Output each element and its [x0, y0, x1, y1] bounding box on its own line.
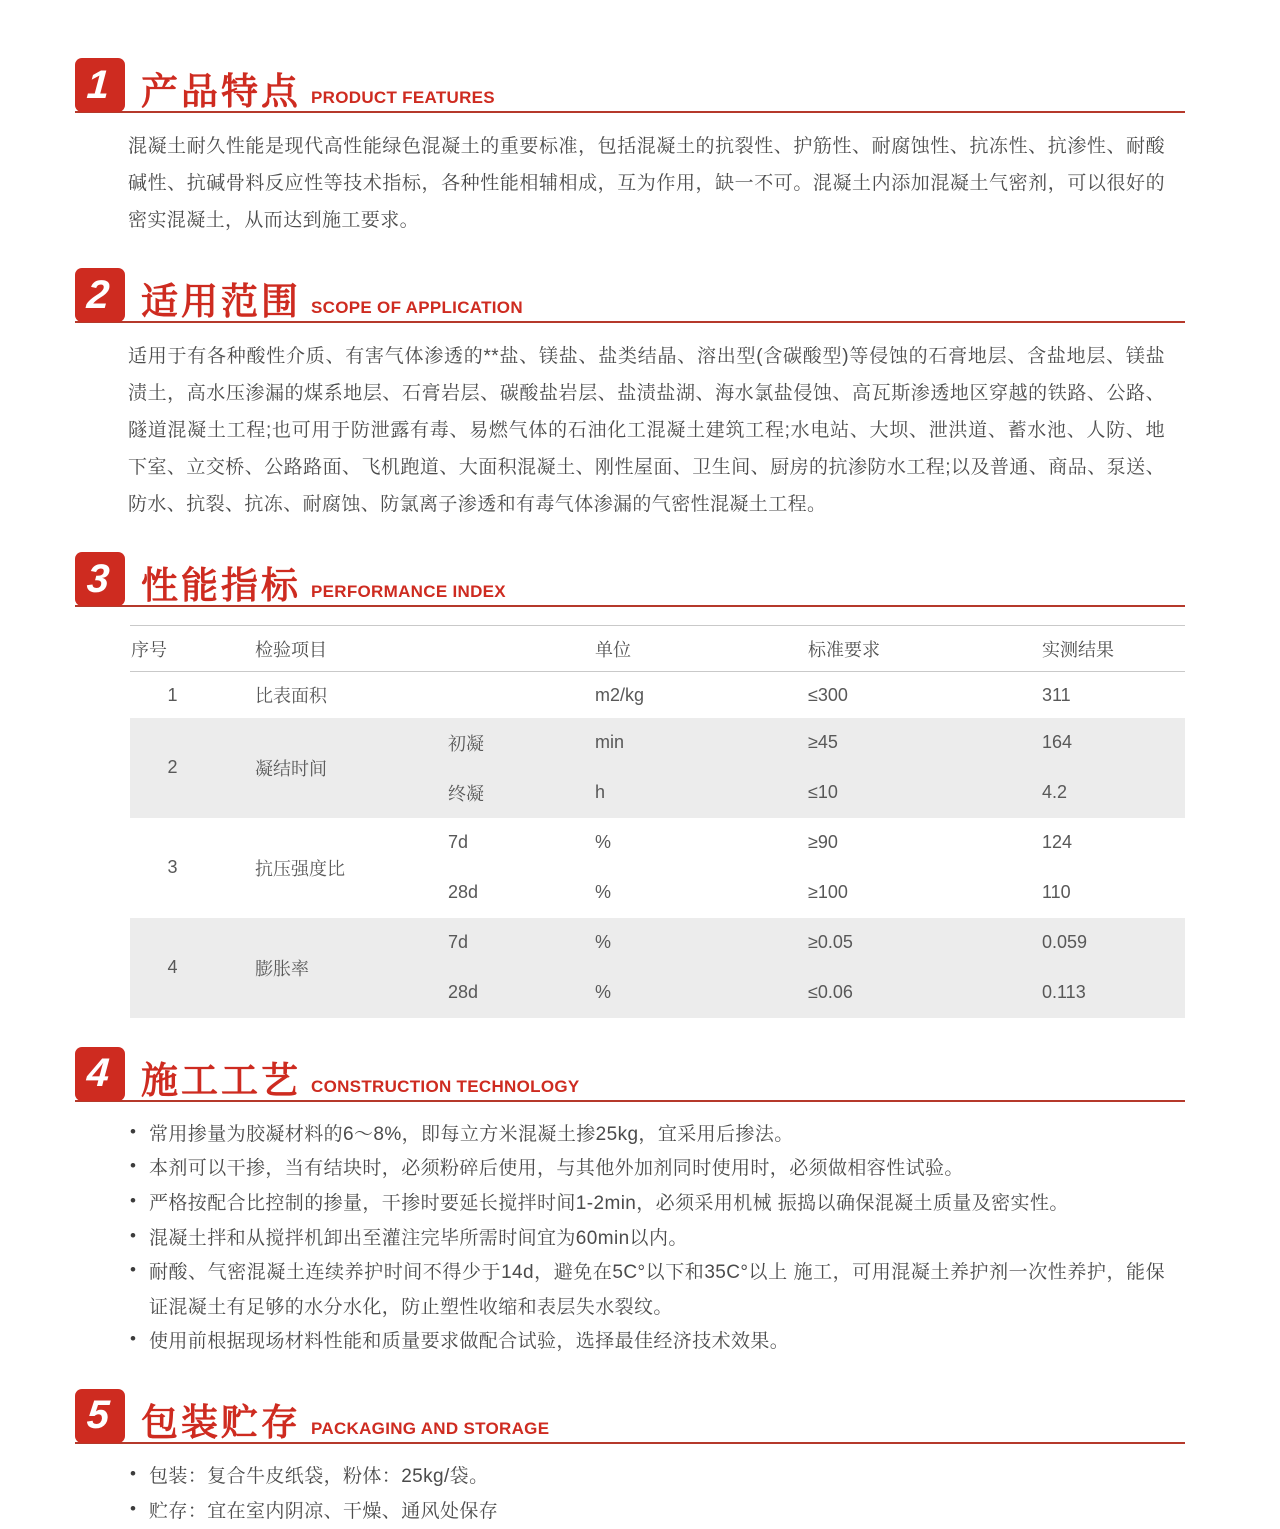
section-title-zh: 施工工艺 [141, 1062, 301, 1100]
section-number-badge [75, 268, 125, 322]
section-title-en: PACKAGING AND STORAGE [311, 1419, 549, 1442]
section-number: 2 [85, 273, 114, 318]
cell-item: 抗压强度比 [215, 818, 420, 918]
section-title-en: CONSTRUCTION TECHNOLOGY [311, 1077, 580, 1100]
section-number-badge [75, 58, 125, 112]
cell-item: 膨胀率 [215, 918, 420, 1018]
bullet-item: • 耐酸、气密混凝土连续养护时间不得少于14d，避免在5C°以下和35C°以上 施工，可用混凝土养护剂一次性养护，能保证混凝土有足够的水分水化，防止塑性收缩和表层失水裂纹。 [128, 1256, 1165, 1325]
cell-standard: ≥100 [760, 868, 990, 918]
cell-standard: ≥90 [760, 818, 990, 868]
col-header-result: 实测结果 [990, 626, 1185, 672]
cell-standard: ≤300 [760, 672, 990, 718]
section-header-product-features [75, 55, 1185, 113]
section-number-badge [75, 1389, 125, 1443]
section-construction-technology [75, 1044, 1185, 1360]
cell-unit: h [560, 768, 760, 818]
cell-standard: ≥0.05 [760, 918, 990, 968]
table-row [130, 672, 1185, 718]
cell-subitem [420, 672, 560, 718]
cell-standard: ≤10 [760, 768, 990, 818]
cell-subitem: 终凝 [420, 768, 560, 818]
section-number-badge [75, 552, 125, 606]
cell-serial: 2 [130, 718, 215, 818]
section-title-zh: 产品特点 [141, 73, 301, 111]
performance-table-body [130, 672, 1185, 1018]
bullet-item: • 本剂可以干掺，当有结块时，必须粉碎后使用，与其他外加剂同时使用时，必须做相容性试验。 [128, 1152, 1165, 1187]
cell-result: 4.2 [990, 768, 1185, 818]
packaging-bullet-list [128, 1460, 1165, 1529]
section-product-features [75, 55, 1185, 239]
section-header-packaging [75, 1386, 1185, 1444]
section-title-zh: 适用范围 [141, 283, 301, 321]
section-title-en: SCOPE OF APPLICATION [311, 298, 523, 321]
cell-unit: % [560, 918, 760, 968]
section-title-en: PERFORMANCE INDEX [311, 582, 506, 605]
cell-subitem: 7d [420, 918, 560, 968]
cell-item: 凝结时间 [215, 718, 420, 818]
section-packaging-storage [75, 1386, 1185, 1529]
cell-unit: % [560, 968, 760, 1018]
col-header-unit: 单位 [560, 626, 760, 672]
section-header-scope [75, 265, 1185, 323]
table-row [130, 918, 1185, 968]
cell-item: 比表面积 [215, 672, 420, 718]
section-header-performance [75, 549, 1185, 607]
section-number: 1 [85, 63, 114, 108]
cell-subitem: 28d [420, 868, 560, 918]
cell-subitem: 28d [420, 968, 560, 1018]
cell-unit: % [560, 818, 760, 868]
section-title-zh: 性能指标 [141, 567, 301, 605]
table-header-row [130, 626, 1185, 672]
bullet-item: • 贮存：宜在室内阴凉、干燥、通风处保存 [128, 1495, 1165, 1529]
bullet-item: • 使用前根据现场材料性能和质量要求做配合试验，选择最佳经济技术效果。 [128, 1325, 1165, 1360]
cell-unit: m2/kg [560, 672, 760, 718]
section-performance-index [75, 549, 1185, 1018]
cell-result: 124 [990, 818, 1185, 868]
section-paragraph: 适用于有各种酸性介质、有害气体渗透的**盐、镁盐、盐类结晶、溶出型(含碳酸型)等侵蚀的石膏地层、含盐地层、镁盐渍土，高水压渗漏的煤系地层、石膏岩层、碳酸盐岩层、盐渍盐湖、海水氯盐侵蚀、高瓦斯渗透地区穿越的铁路、公路、隧道混凝土工程;也可用于防泄露有毒、易燃气体的石油化工混凝土建筑工程;水电站、大坝、泄洪道、蓄水池、人防、地下室、立交桥、公路路面、飞机跑道、大面积混凝土、刚性屋面、卫生间、厨房的抗渗防水工程;以及普通、商品、泵送、防水、抗裂、抗冻、耐腐蚀、防氯离子渗透和有毒气体渗漏的气密性混凝土工程。 [128, 338, 1165, 523]
performance-table [130, 625, 1185, 1018]
cell-serial: 1 [130, 672, 215, 718]
bullet-item: • 严格按配合比控制的掺量，干掺时要延长搅拌时间1-2min，必须采用机械 振捣以确保混凝土质量及密实性。 [128, 1187, 1165, 1222]
cell-standard: ≥45 [760, 718, 990, 768]
col-header-serial: 序号 [130, 626, 215, 672]
section-number: 3 [85, 557, 114, 602]
cell-serial: 4 [130, 918, 215, 1018]
cell-unit: % [560, 868, 760, 918]
cell-result: 311 [990, 672, 1185, 718]
construction-bullet-list [128, 1118, 1165, 1360]
col-header-item: 检验项目 [215, 626, 560, 672]
cell-result: 164 [990, 718, 1185, 768]
bullet-item: • 包装：复合牛皮纸袋，粉体：25kg/袋。 [128, 1460, 1165, 1495]
section-paragraph: 混凝土耐久性能是现代高性能绿色混凝土的重要标准，包括混凝土的抗裂性、护筋性、耐腐蚀性、抗冻性、抗渗性、耐酸碱性、抗碱骨料反应性等技术指标，各种性能相辅相成，互为作用，缺一不可。混凝土内添加混凝土气密剂，可以很好的密实混凝土，从而达到施工要求。 [128, 128, 1165, 239]
cell-subitem: 7d [420, 818, 560, 868]
cell-result: 0.059 [990, 918, 1185, 968]
cell-serial: 3 [130, 818, 215, 918]
cell-unit: min [560, 718, 760, 768]
section-title-zh: 包装贮存 [141, 1404, 301, 1442]
section-scope-of-application [75, 265, 1185, 523]
table-row [130, 718, 1185, 768]
section-number: 4 [85, 1051, 114, 1096]
cell-result: 0.113 [990, 968, 1185, 1018]
section-number: 5 [85, 1393, 114, 1438]
bullet-item: • 混凝土拌和从搅拌机卸出至灌注完毕所需时间宜为60min以内。 [128, 1222, 1165, 1257]
cell-subitem: 初凝 [420, 718, 560, 768]
cell-result: 110 [990, 868, 1185, 918]
bullet-item: • 常用掺量为胶凝材料的6～8%，即每立方米混凝土掺25kg，宜采用后掺法。 [128, 1118, 1165, 1153]
cell-standard: ≤0.06 [760, 968, 990, 1018]
section-title-en: PRODUCT FEATURES [311, 88, 495, 111]
table-row [130, 818, 1185, 868]
section-number-badge [75, 1047, 125, 1101]
col-header-standard: 标准要求 [760, 626, 990, 672]
section-header-construction [75, 1044, 1185, 1102]
